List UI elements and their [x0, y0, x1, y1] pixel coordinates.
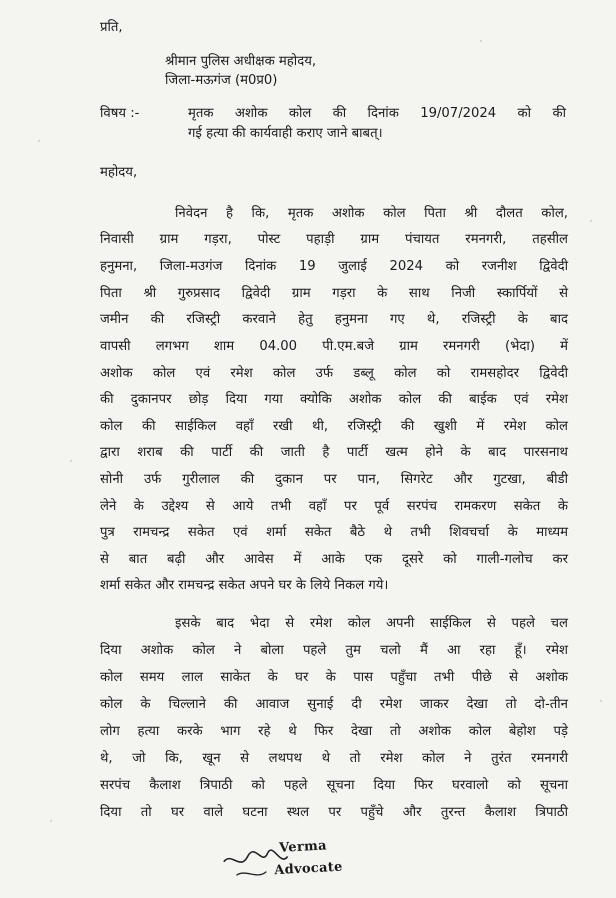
subject-line-2: गई हत्या की कार्यवाही कराए जाने बाबत्। [188, 126, 383, 141]
addressee-line-2: जिला-मऊगंज (म0प्र0) [165, 73, 278, 88]
para2-line: इसके बाद भेदा से रमेश कोल अपनी साईकिल से पहले चल [175, 616, 568, 631]
stamp-name: Verma [278, 838, 328, 856]
scan-speck [70, 460, 72, 462]
para1-line: निवेदन है कि, मृतक अशोक कोल पिता श्री दौलत कोल, [175, 206, 568, 221]
para2-line: दिया तो घर वाले घटना स्थल पर पहुँचे और तुरन्त कैलाश त्रिपाठी [100, 805, 568, 820]
scan-speck [38, 140, 40, 142]
para1-line: वापसी लगभग शाम 04.00 पी.एम.बजे ग्राम रमनगरी (भेदा) में [100, 339, 568, 354]
scan-speck [600, 700, 602, 702]
para2-line: लोग हत्या करके भाग रहे थे फिर देखा तो अशोक कोल बेहोश पड़े [100, 724, 568, 739]
para1-line: निवासी ग्राम गड़रा, पोस्ट पहाड़ी ग्राम पंचायत रमनगरी, तहसील [100, 232, 568, 247]
addressee-line-1: श्रीमान पुलिस अधीक्षक महोदय, [165, 54, 317, 69]
para1-line: कोल की साईकिल वहाँ रखी थी, रजिस्ट्री की खुशी में रमेश कोल [100, 419, 568, 434]
subject-line-1: मृतक अशोक कोल की दिनांक 19/07/2024 को की [188, 106, 566, 121]
para2-line: कोल के चिल्लाने की आवाज सुनाई दी रमेश जाकर देखा तो दो-तीन [100, 697, 568, 712]
scan-speck [590, 220, 592, 222]
para1-line: सोनी उर्फ गुरीलाल की दुकान पर पान, सिगरेट और गुटखा, बीडी [100, 472, 568, 487]
para2-line: कोल समय लाल साकेत के घर के पास पहुँचा तभी पीछे से अशोक [100, 670, 568, 685]
para2-line: सरपंच कैलाश त्रिपाठी को पहले सूचना दिया फिर घरवालो को सूचना [100, 778, 568, 793]
para1-line: की दुकानपर छोड़ दिया गया क्योकि अशोक कोल की बाईक एवं रमेश [100, 392, 568, 407]
para1-line: से बात बढ़ी और आवेस में आके एक दूसरे को गाली-गलोच कर [100, 552, 568, 567]
scan-speck [480, 40, 482, 42]
advocate-stamp [221, 834, 374, 894]
recipient-prefix: प्रति, [100, 20, 123, 35]
para1-line: पुत्र रामचन्द्र सकेत एवं शर्मा सकेत बैठे थे तभी शिवचर्चा के माध्यम [100, 525, 568, 540]
para1-line: द्वारा शराब की पार्टी की जाती है पार्टी खत्म होने के बाद पारसनाथ [100, 445, 568, 460]
subject-label: विषय :- [100, 106, 140, 121]
para1-line: हनुमना, जिला-मउगंज दिनांक 19 जुलाई 2024 को रजनीश द्विवेदी [100, 259, 568, 274]
para1-line: जमीन की रजिस्ट्री करवाने हेतु हनुमना गए थे, रजिस्ट्री के बाद [100, 312, 568, 327]
para1-line: शर्मा सकेत और रामचन्द्र सकेत अपने घर के लिये निकल गये। [100, 578, 389, 593]
salutation: महोदय, [100, 165, 138, 180]
para1-line: अशोक कोल एवं रमेश कोल उर्फ डब्लू कोल को रामसहोदर द्विवेदी [100, 366, 568, 381]
scan-speck [50, 820, 52, 822]
para2-line: थे, जो कि, खून से लथपथ थे तो रमेश कोल ने तुरंत रमनगरी [100, 751, 568, 766]
stamp-title: Advocate [273, 859, 344, 879]
para1-line: लेने के उद्देश्य से आये तभी वहाँ पर पूर्व सरपंच रामकरण सकेत के [100, 499, 568, 514]
para1-line: पिता श्री गुरुप्रसाद द्विवेदी ग्राम गड़रा के साथ निजी स्कार्पियों से [100, 286, 568, 301]
para2-line: दिया अशोक कोल ने बोला पहले तुम चलो मैं आ रहा हूँ। रमेश [100, 643, 568, 658]
